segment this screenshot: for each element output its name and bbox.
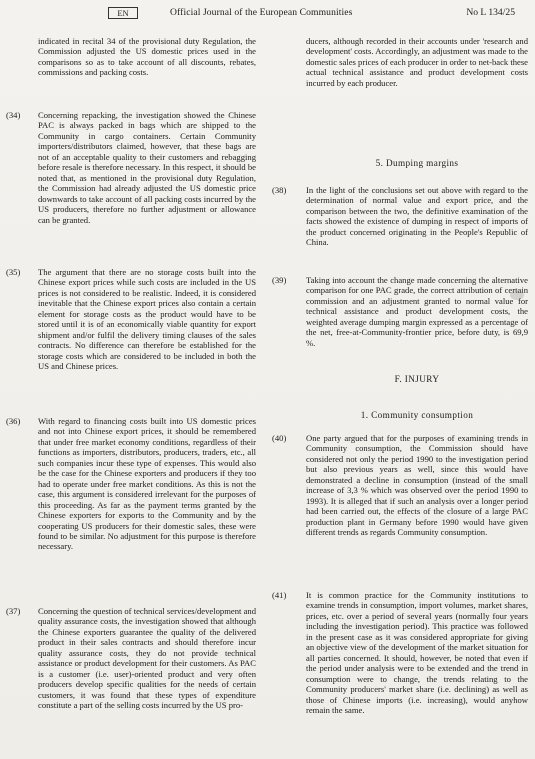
paragraph-text: It is common practice for the Community institutions to examine trends in consumption, import volumes, market shares, prices, etc. over a period of several years (normally four years including the investigation period). This practice was followed in the present case as it was considered appropriate for giving an objective view of the development of the market situation for all parties concerned. It should, however, be noted that even if the period under analysis were to be extended and the trend in consumption were to change, the trends relating to the Community producers' market share (i.e. declining) as well as those of Chinese imports (i.e. increasing), would anyhow remain the same. bbox=[306, 590, 528, 715]
paragraph-36 bbox=[0, 416, 256, 552]
paragraph-text: Concerning the question of technical services/development and quality assurance costs, the investigation showed that although the Chinese exporters guarantee the quality of the delivered product in their sales contracts and should therefore incur quality assurance costs, they do not provide technical assistance or product development for their customers. As PAC is a customer (i.e. user)-oriented product and very often producers develop specific qualities for the needs of certain customers, it was found that these types of expenditure constitute a part of the selling costs incurred by the US pro- bbox=[38, 606, 256, 711]
paragraph-number: (34) bbox=[6, 110, 21, 120]
paragraph-number: (39) bbox=[272, 275, 287, 285]
paragraph-number: (35) bbox=[6, 267, 21, 277]
paragraph-number: (40) bbox=[272, 433, 287, 443]
paragraph-text: In the light of the conclusions set out above with regard to the determination of normal value and export price, and the comparison between the two, the definitive examination of the facts showed the existence of dumping in respect of imports of the product concerned originating in the People's Republic of China. bbox=[306, 185, 528, 248]
paragraph-38 bbox=[268, 185, 530, 248]
paragraph-text: Concerning repacking, the investigation showed the Chinese PAC is always packed in bags which are shipped to the Community in cargo containers. Certain Community importers/distributors claimed, however, that these bags are not of an acceptable quality to their customers and rebagging before resale is therefore necessary. In this respect, it should be noted that, as mentioned in the provisional duty Regulation, the Commission had already adjusted the US domestic price downwards to take account of all packing costs incurred by the US producers, therefore no further adjustment or allowance can be granted. bbox=[38, 110, 256, 225]
paragraph-number: (41) bbox=[272, 590, 287, 600]
continued-paragraph bbox=[38, 36, 256, 78]
page-reference: No L 134/25 bbox=[466, 7, 515, 18]
paragraph-34 bbox=[0, 110, 256, 225]
paragraph-text: With regard to financing costs built into US domestic prices and not into Chinese export prices, it should be remembered that under free market economy conditions, regardless of their functions as importers, distributors, producers, traders, etc., all such companies incur these type of expenses. This would also be the case for the Chinese exporters and producers if they too had to operate under free market conditions. As this is not the case, this argument is considered irrelevant for the purposes of this proceeding. As far as the payment terms granted by the Chinese exporters for exports to the Community and by the cooperating US producers for their domestic sales, these were found to be similar. No adjustment for this purpose is therefore necessary. bbox=[38, 416, 256, 552]
paragraph-number: (38) bbox=[272, 185, 287, 195]
paragraph-41 bbox=[268, 590, 530, 715]
paragraph-number: (37) bbox=[6, 606, 21, 616]
section-heading-dumping-margins: 5. Dumping margins bbox=[375, 158, 459, 168]
paragraph-text: indicated in recital 34 of the provisional duty Regulation, the Commission adjusted the US domestic prices used in the comparisons so as to take account of all discounts, rebates, commissions and packing costs. bbox=[38, 36, 256, 78]
section-heading-injury: F. INJURY bbox=[394, 374, 440, 384]
subsection-heading-consumption: 1. Community consumption bbox=[360, 410, 474, 420]
continued-paragraph bbox=[306, 36, 528, 88]
page-header bbox=[20, 6, 515, 20]
language-code-badge: EN bbox=[108, 7, 138, 19]
paragraph-39 bbox=[268, 275, 530, 348]
paragraph-text: The argument that there are no storage costs built into the Chinese export prices while such costs are included in the US prices is not considered to be realistic. Indeed, it is considered inevitable that the Chinese export prices also contain a certain element for storage costs as the product would have to be stored until it is of an economically viable quantity for export shipment and/or fulfil the delivery timing clauses of the sales contracts. No difference can therefore be established for the storage costs which are considered to be included in both the US and Chinese prices. bbox=[38, 267, 256, 372]
paragraph-text: ducers, although recorded in their accounts under 'research and development' costs. Accordingly, an adjustment was made to the domestic sales prices of each producer in order to net-back these actual technical assistance and product development costs incurred by each producer. bbox=[306, 36, 528, 88]
journal-title: Official Journal of the European Communities bbox=[170, 7, 353, 18]
paragraph-number: (36) bbox=[6, 416, 21, 426]
paragraph-37 bbox=[0, 606, 256, 711]
paragraph-text: One party argued that for the purposes of examining trends in Community consumption, the Commission should have considered not only the period 1990 to the investigation period but also previous years as well, since this would have demonstrated a decline in consumption (instead of the small increase of 3,3 % which was observed over the period 1990 to 1993). It is alleged that if such an analysis over a longer period had been carried out, the effects of the closure of a large PAC production plant in Germany before 1990 would have given different trends as regards Community consumption. bbox=[306, 433, 528, 538]
paragraph-text: Taking into account the change made concerning the alternative comparison for one PAC grade, the correct attribution of certain commission and an adjustment granted to normal value for technical assistance and product development costs, the weighted average dumping margin expressed as a percentage of the net, free-at-Community-frontier price, before duty, is 69,9 %. bbox=[306, 275, 528, 348]
paragraph-40 bbox=[268, 433, 530, 538]
paragraph-35 bbox=[0, 267, 256, 372]
scan-speck bbox=[510, 290, 524, 300]
